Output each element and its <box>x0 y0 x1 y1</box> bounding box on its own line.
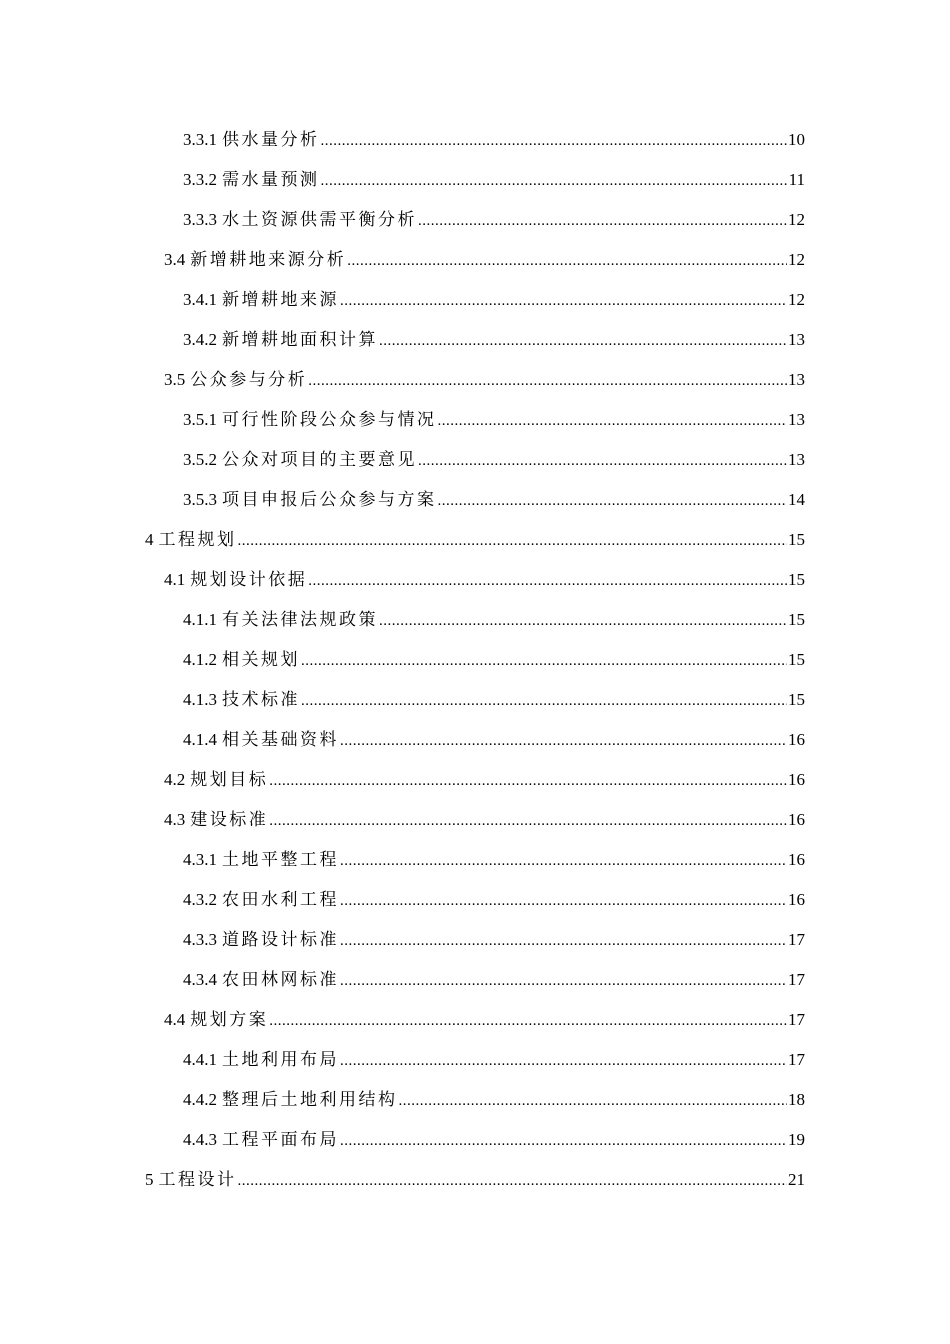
toc-entry-title: 技术标准 <box>222 690 300 709</box>
toc-entry-number: 4.4.2 <box>183 1090 217 1109</box>
toc-entry[interactable] <box>0 1080 950 1120</box>
toc-entry-title: 新增耕地来源分析 <box>190 250 347 269</box>
toc-entry-page-number: 13 <box>788 410 805 429</box>
toc-entry-title: 整理后土地利用结构 <box>222 1090 398 1109</box>
toc-dot-leader <box>269 761 787 801</box>
toc-entry-title: 公众参与分析 <box>190 370 308 389</box>
toc-entry-page-number: 17 <box>788 1010 805 1029</box>
toc-dot-leader <box>301 641 787 681</box>
toc-entry-number: 3.3.2 <box>183 170 217 189</box>
toc-entry-page-number: 15 <box>788 610 805 629</box>
toc-entry[interactable] <box>0 760 950 800</box>
toc-entry-page-number: 16 <box>788 810 805 829</box>
toc-entry-number: 4.1 <box>164 570 186 589</box>
toc-entry-title: 道路设计标准 <box>222 930 339 949</box>
toc-entry[interactable] <box>0 440 950 480</box>
toc-dot-leader <box>340 1041 787 1081</box>
toc-dot-leader <box>301 681 787 721</box>
toc-entry-number: 4.3 <box>164 810 186 829</box>
toc-entry-page-number: 13 <box>788 330 805 349</box>
toc-entry-page-number: 11 <box>788 170 805 189</box>
toc-dot-leader <box>379 321 787 361</box>
toc-entry-title: 新增耕地面积计算 <box>222 330 378 349</box>
toc-entry[interactable] <box>0 1120 950 1160</box>
toc-dot-leader <box>347 241 787 281</box>
toc-dot-leader <box>340 961 787 1001</box>
toc-dot-leader <box>399 1081 788 1121</box>
toc-entry-page-number: 16 <box>788 890 805 909</box>
toc-entry-title: 规划方案 <box>190 1010 269 1029</box>
toc-entry-title: 水土资源供需平衡分析 <box>222 210 417 229</box>
toc-entry[interactable] <box>0 200 950 240</box>
toc-entry-number: 4.3.2 <box>183 890 217 909</box>
toc-entry[interactable] <box>0 840 950 880</box>
toc-entry-page-number: 17 <box>788 930 805 949</box>
toc-entry-title: 农田林网标准 <box>222 970 339 989</box>
toc-entry-title: 工程设计 <box>158 1170 237 1189</box>
toc-entry-title: 供水量分析 <box>222 130 320 149</box>
toc-dot-leader <box>269 801 787 841</box>
toc-entry-number: 3.5.3 <box>183 490 217 509</box>
toc-entry-number: 3.4 <box>164 250 186 269</box>
toc-entry-number: 4.1.1 <box>183 610 217 629</box>
toc-entry-number: 3.4.1 <box>183 290 217 309</box>
toc-dot-leader <box>418 441 787 481</box>
toc-entry-number: 4.4 <box>164 1010 186 1029</box>
toc-dot-leader <box>321 121 788 161</box>
toc-entry-page-number: 13 <box>788 450 805 469</box>
toc-entry-page-number: 16 <box>788 850 805 869</box>
toc-entry-page-number: 15 <box>788 530 805 549</box>
toc-entry-page-number: 17 <box>788 1050 805 1069</box>
toc-entry-page-number: 12 <box>788 290 805 309</box>
toc-dot-leader <box>340 721 787 761</box>
toc-entry[interactable] <box>0 600 950 640</box>
toc-dot-leader <box>238 521 788 561</box>
toc-entry[interactable] <box>0 480 950 520</box>
toc-dot-leader <box>308 561 787 601</box>
toc-dot-leader <box>340 1121 787 1161</box>
table-of-contents <box>0 120 950 1200</box>
toc-entry-title: 新增耕地来源 <box>222 290 339 309</box>
toc-dot-leader <box>269 1001 787 1041</box>
toc-entry[interactable] <box>0 160 950 200</box>
toc-dot-leader <box>438 401 788 441</box>
toc-entry-page-number: 16 <box>788 770 805 789</box>
toc-entry-page-number: 10 <box>788 130 805 149</box>
toc-entry-page-number: 15 <box>788 650 805 669</box>
toc-entry[interactable] <box>0 280 950 320</box>
toc-entry-number: 4.4.3 <box>183 1130 217 1149</box>
toc-entry-title: 土地利用布局 <box>222 1050 339 1069</box>
toc-entry-number: 4.3.3 <box>183 930 217 949</box>
toc-entry-number: 3.5 <box>164 370 186 389</box>
toc-entry[interactable] <box>0 640 950 680</box>
toc-entry-number: 4 <box>145 530 154 549</box>
toc-entry[interactable] <box>0 960 950 1000</box>
toc-dot-leader <box>340 921 787 961</box>
toc-entry-title: 规划目标 <box>190 770 269 789</box>
toc-dot-leader <box>321 161 788 201</box>
toc-entry[interactable] <box>0 680 950 720</box>
toc-entry-page-number: 15 <box>788 570 805 589</box>
toc-entry-title: 农田水利工程 <box>222 890 339 909</box>
toc-entry-title: 相关基础资料 <box>222 730 339 749</box>
toc-entry[interactable] <box>0 800 950 840</box>
toc-entry-number: 3.5.1 <box>183 410 217 429</box>
toc-dot-leader <box>308 361 787 401</box>
toc-entry[interactable] <box>0 240 950 280</box>
toc-entry[interactable] <box>0 1040 950 1080</box>
toc-entry[interactable] <box>0 880 950 920</box>
toc-dot-leader <box>238 1161 788 1201</box>
toc-dot-leader <box>340 281 787 321</box>
toc-dot-leader <box>438 481 788 521</box>
toc-dot-leader <box>379 601 787 641</box>
toc-entry-title: 规划设计依据 <box>190 570 308 589</box>
toc-entry-title: 相关规划 <box>222 650 300 669</box>
toc-entry-page-number: 15 <box>788 690 805 709</box>
toc-entry[interactable] <box>0 520 950 560</box>
toc-entry-page-number: 16 <box>788 730 805 749</box>
toc-entry-number: 3.3.3 <box>183 210 217 229</box>
toc-entry-number: 4.1.2 <box>183 650 217 669</box>
toc-entry-number: 3.4.2 <box>183 330 217 349</box>
toc-entry-title: 建设标准 <box>190 810 269 829</box>
toc-entry[interactable] <box>0 320 950 360</box>
toc-entry-number: 4.3.1 <box>183 850 217 869</box>
toc-entry[interactable] <box>0 920 950 960</box>
toc-entry-number: 5 <box>145 1170 154 1189</box>
toc-dot-leader <box>340 841 787 881</box>
toc-entry-title: 工程规划 <box>158 530 237 549</box>
toc-entry[interactable] <box>0 720 950 760</box>
toc-entry-title: 需水量预测 <box>222 170 320 189</box>
toc-entry-number: 3.3.1 <box>183 130 217 149</box>
toc-entry-number: 4.3.4 <box>183 970 217 989</box>
toc-dot-leader <box>418 201 787 241</box>
toc-entry-title: 可行性阶段公众参与情况 <box>222 410 437 429</box>
toc-entry-number: 3.5.2 <box>183 450 217 469</box>
toc-entry-number: 4.1.4 <box>183 730 217 749</box>
toc-entry[interactable] <box>0 1000 950 1040</box>
toc-entry-page-number: 13 <box>788 370 805 389</box>
toc-entry-number: 4.4.1 <box>183 1050 217 1069</box>
toc-entry-title: 工程平面布局 <box>222 1130 339 1149</box>
toc-entry[interactable] <box>0 360 950 400</box>
toc-entry[interactable] <box>0 120 950 160</box>
toc-entry[interactable] <box>0 1160 950 1200</box>
toc-entry-number: 4.2 <box>164 770 186 789</box>
toc-entry-page-number: 12 <box>788 250 805 269</box>
toc-entry-page-number: 18 <box>788 1090 805 1109</box>
toc-entry-page-number: 21 <box>788 1170 805 1189</box>
toc-entry-page-number: 14 <box>788 490 805 509</box>
toc-entry[interactable] <box>0 560 950 600</box>
toc-entry-page-number: 19 <box>788 1130 805 1149</box>
toc-entry-title: 项目申报后公众参与方案 <box>222 490 437 509</box>
toc-entry-page-number: 17 <box>788 970 805 989</box>
toc-entry-title: 公众对项目的主要意见 <box>222 450 417 469</box>
toc-entry-number: 4.1.3 <box>183 690 217 709</box>
toc-entry[interactable] <box>0 400 950 440</box>
toc-dot-leader <box>340 881 787 921</box>
toc-entry-title: 土地平整工程 <box>222 850 339 869</box>
toc-entry-title: 有关法律法规政策 <box>222 610 378 629</box>
toc-entry-page-number: 12 <box>788 210 805 229</box>
